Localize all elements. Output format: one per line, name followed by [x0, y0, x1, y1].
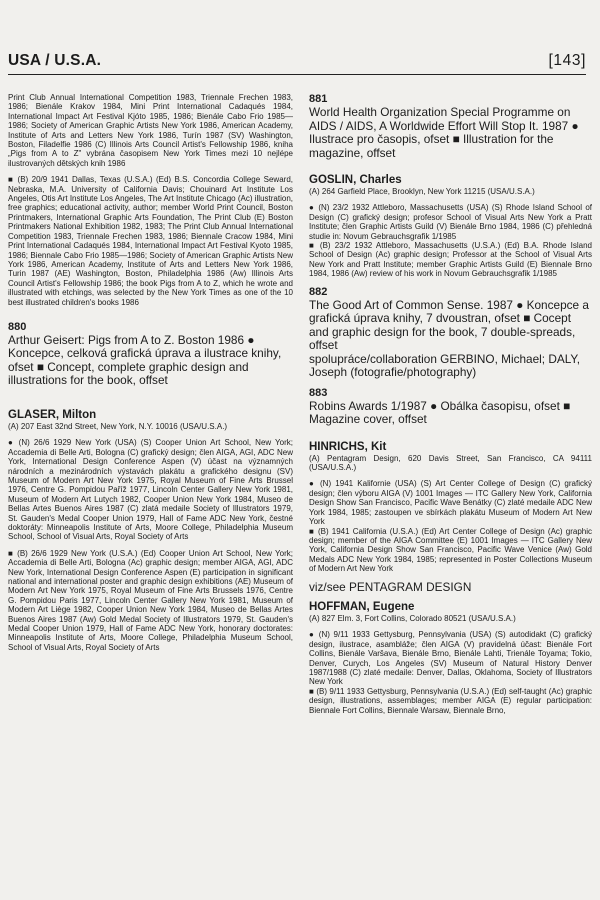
artist-bio-en-hinrichs: ■ (B) 1941 California (U.S.A.) (Ed) Art Center College of Design (Ac) graphic design; member of the AIGA Committee (E) 1001 Images — ITC Gallery New York, California Design Show San Francisco, Pacific Wave Venice (Aw) Gold Medals ADC New York 1984, 1985; represented in Poster Collections Museum of Modern Art New York — [309, 526, 592, 574]
artist-name-goslin: GOSLIN, Charles — [309, 174, 402, 186]
entry-text-882: The Good Art of Common Sense. 1987 ● Koncepce a grafická úprava knihy, 7 dvoustran, ofset ■ Cocept and graphic design for the book, 7 double-spreads, offset — [309, 297, 589, 353]
entry-number-882: 882 — [309, 285, 328, 298]
artist-address-hoffman: (A) 827 Elm. 3, Fort Collins, Colorado 80521 (USA/U.S.A.) — [309, 614, 516, 624]
entry-text-881: World Health Organization Special Programme on AIDS / AIDS, A Worldwide Effort Will Stop It. 1987 ● Ilustrace pro časopis, ofset ■ Illustration for the magazine, offset — [309, 105, 579, 160]
entry-collab-882: spolupráce/collaboration GERBINO, Michael; DALY, Joseph (fotografie/photography) — [309, 351, 581, 380]
entry-number-881: 881 — [309, 93, 328, 105]
artist-bio-en-hoffman: ■ (B) 9/11 1933 Gettysburg, Pennsylvania (U.S.A.) (Ed) self-taught (Ac) graphic design, illustrations, assemblages; member AIGA (E) regular participation: Biennale Fort Collins, Biennale Warsaw, Biennale Brno, — [309, 686, 592, 715]
artist-bio-en-goslin: ■ (B) 23/2 1932 Attleboro, Massachusetts (U.S.A.) (Ed) B.A. Rhode Island School of Design (Ac) graphic design; Professor at the School of Visual Arts New York and Pratt Institute; member Graphic Artists Guild (E) Biennale Brno 1984, 1986 (Aw) review of his work in Novum Gebrauchsgrafik 1/1985 — [309, 241, 592, 279]
artist-address-goslin: (A) 264 Garfield Place, Brooklyn, New York 11215 (USA/U.S.A.) — [309, 187, 535, 196]
right-column — [309, 93, 592, 715]
artist-name-hinrichs: HINRICHS, Kit — [309, 440, 387, 453]
page-number: [143] — [548, 52, 586, 69]
artist-name-hoffman: HOFFMAN, Eugene — [309, 601, 415, 614]
left-column — [8, 93, 293, 652]
artist-bio-cz-hoffman: ● (N) 9/11 1933 Gettysburg, Pennsylvania (USA) (S) autodidakt (C) grafický design, ilustrace, asambláže; člen AIGA (V) pravidelná účast: Bienále Fort Collins, Bienále Varšava, Bienále Brno, Bienále Lahti, Trienále Toyama; Tokio, Denver, Curych, Los Angeles (SV) Museum of Natural History Denver 1987/1988 (C) zlaté medaile: Denver, Dallas, Oklahoma, Society of Illustrators New York — [309, 630, 592, 687]
intro-paragraph: Print Club Annual International Competition 1983, Triennale Frechen 1983, 1986; Bienále Krakov 1984, Mini Print International Cadaqués 1984, International Impact Art Festival Kjóto 1985, 1986; Bienále Cabo Frio 1985—1986; Society of American Graphic Artists New York 1986, American Academy, Institute of Arts and Letters New York 1986, Turín 1987 (SV) Washington, Boston, Filadelfie 1986 (C) Illinois Arts Council Artist's Fellowship 1986, kniha „Pigs from A to Z" vybrána časopisem New York Times mezi 10 nejlépe ilustrovaných dětských knih 1986 — [8, 93, 293, 168]
artist-bio-cz-hinrichs: ● (N) 1941 Kalifornie (USA) (S) Art Center College of Design (C) grafický design; člen výboru AIGA (V) 1001 Images — ITC Gallery New York, California Design Show San Francisco, Pacific Wave Benátky (C) zlaté medaile ADC New York 1984, 1985; zastoupen ve sbírkách plakátu Museum of Modern Art New York — [309, 479, 592, 527]
bio-english: ■ (B) 20/9 1941 Dallas, Texas (U.S.A.) (Ed) B.S. Concordia College Seward, Nebraska, M.A. University of California Davis; Chouinard Art Institute Los Angeles, Otis Art Institute Los Angeles, The Art Institute Chicago (Ac) illustration, free graphics; educational activity, author; member World Print Council, Boston Printmakers, International Graphic Arts Foundation, The Print Club (E) Boston Printmakers National Exhibition 1982, 1983; The Print Club Annual International Competition 1983, Triennale Frechen 1983, 1986; Biennale Cracow 1984, Mini Print International Cadaqués 1984, International Impact Art Festival Kyoto 1985, 1986; Biennale Cabo Frio 1985—1986; Society of American Graphic Artists New York 1986, American Academy, Institute of Arts and Letters New York 1986, Turin 1987 (AE) Washington, Boston, Philadelphia 1986 (Aw) Illinois Arts Council Artist's Fellowship 1986; the book Pigs from A to Z, which he wrote and illustrated with etchings, was selected by the New York Times as one of the 10 best illustrated children's books 1986 — [8, 175, 293, 307]
page-header — [8, 52, 586, 75]
see-also-reference: viz/see PENTAGRAM DESIGN — [309, 579, 472, 594]
artist-bio-en-glaser: ■ (B) 26/6 1929 New York (U.S.A.) (Ed) Cooper Union Art School, New York; Accademia di Belle Arti, Bologna (Ac) graphic design; member AIGA, AGI, ADC New York, International Design Conference Aspen (E) participation in significant national and international poster and graphic design exhibitions (AE) Museum of Modern Art New York 1975, Royal Museum of Fine Arts Brussels 1976, Centre G. Pompidou Paris 1977, Lincoln Center Gallery New York 1981, Museum of Modern Art Liège 1982, Cooper Union New York 1984, Museo de Bellas Artes Buenos Aires 1987 (Aw) Gold Medal Society of Illustrators 1979, St. Gauden's Medal Cooper Union 1979, Hall of Fame ADC New York, honorary doctorates: Minneapolis Institute of Arts, Moore College, Philadelphia Museum School, School of Visual Arts, Royal Society of Arts — [8, 548, 293, 652]
artist-address-hinrichs: (A) Pentagram Design, 620 Davis Street, San Francisco, CA 94111 (USA/U.S.A.) — [309, 453, 592, 473]
artist-bio-cz-goslin: ● (N) 23/2 1932 Attleboro, Massachusetts (USA) (S) Rhode Island School of Design (C) grafický design; profesor School of Visual Arts New York a Pratt Institute; člen Graphic Artists Guild (V) Bienále Brno 1984, 1986 (C) přehledná studie in: Novum Gebrauchsgrafik 1/1985 — [309, 203, 592, 241]
entry-text-880: Arthur Geisert: Pigs from A to Z. Boston 1986 ● Koncepce, celková grafická úprava a ilustrace knihy, ofset ■ Concept, complete graphic design and illustrations for the book, offset — [8, 332, 282, 388]
entry-number-883: 883 — [309, 386, 328, 399]
artist-bio-cz-glaser: ● (N) 26/6 1929 New York (USA) (S) Cooper Union Art School, New York; Accademia di Belle Arti, Bologna (C) grafický design; člen AIGA, AGI, ADC New York, International Design Conference Aspen (V) účast na významných národních a mezinárodních výstavách plakátu a grafického designu (SV) Museum of Modern Art New York 1975, Royal Museum of Fine Arts Brussel 1976, Centre G. Pompidou Paříž 1977, Lincoln Center Gallery New York 1981, Museum of Modern Art Lutych 1982, Cooper Union New York 1984, Museo de Bellas Artes Buenos Aires 1987 (C) zlatá medaile Society of Illustrators 1979, St. Gauden's Medal Cooper Union 1979, Hall of Fame ADC New York, čestné doktoráty: Minneapolis Institute of Arts, Moore College, Philadelphia Museum School, School of Visual Arts, Royal Society of Arts — [8, 438, 293, 542]
artist-address-glaser: (A) 207 East 32nd Street, New York, N.Y. 10016 (USA/U.S.A.) — [8, 421, 228, 431]
entry-number-880: 880 — [8, 320, 27, 333]
artist-name-glaser: GLASER, Milton — [8, 408, 97, 421]
page-title: USA / U.S.A. — [8, 52, 102, 69]
entry-text-883: Robins Awards 1/1987 ● Obálka časopisu, ofset ■ Magazine cover, offset — [309, 398, 571, 427]
